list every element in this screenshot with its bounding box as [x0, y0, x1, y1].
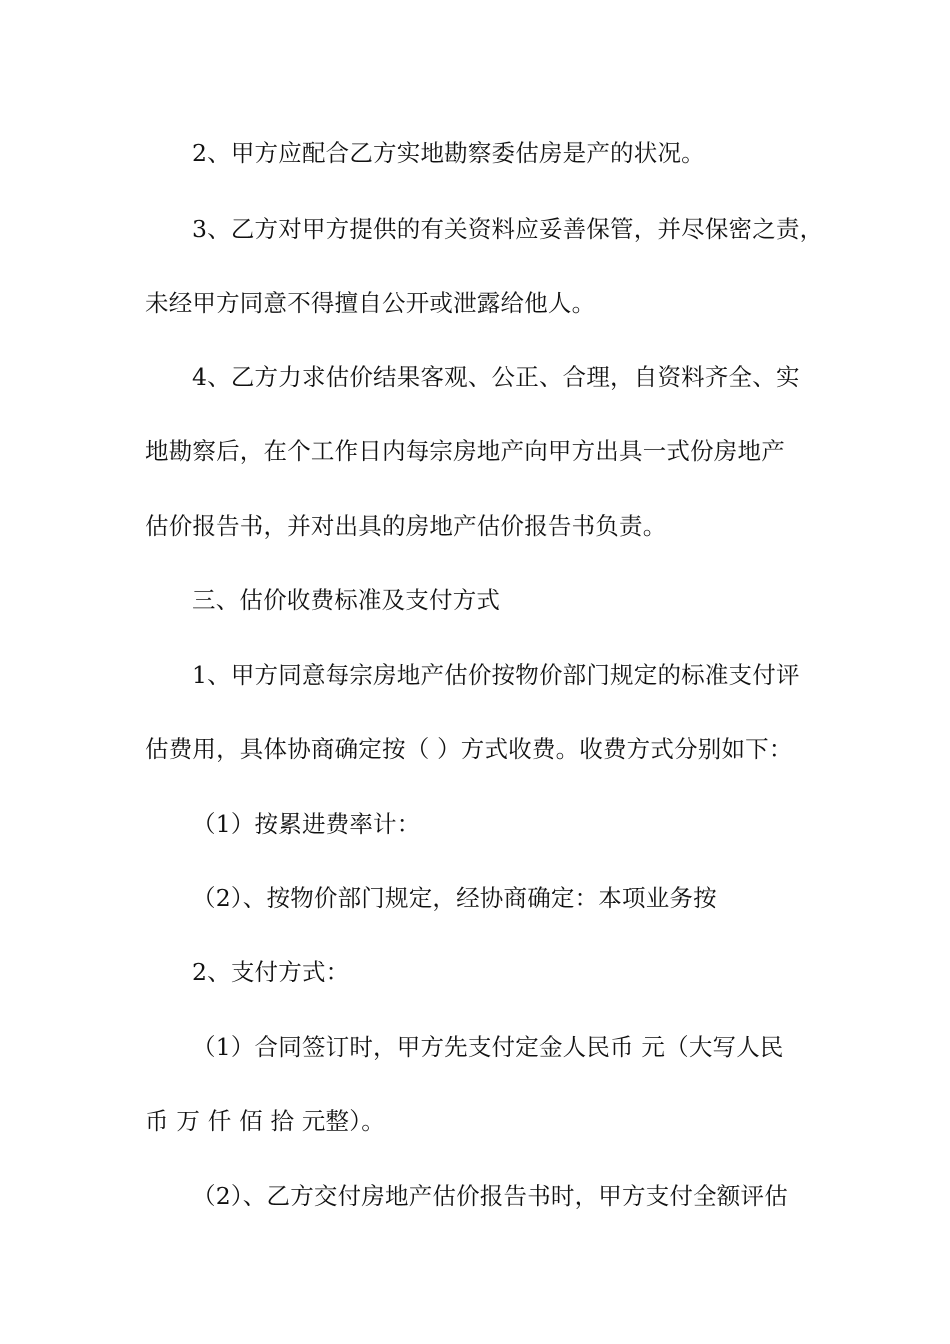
- paragraph-line: （1）合同签订时，甲方先支付定金人民币 元（大写人民: [192, 1033, 784, 1061]
- paragraph-line: 估价报告书，并对出具的房地产估价报告书负责。: [145, 512, 667, 540]
- paragraph-line: 4、乙方力求估价结果客观、公正、合理，自资料齐全、实: [192, 363, 800, 391]
- section-heading: 三、估价收费标准及支付方式: [192, 586, 501, 614]
- paragraph-line: （2）、按物价部门规定，经协商确定：本项业务按: [192, 884, 717, 912]
- paragraph-line: （2）、乙方交付房地产估价报告书时，甲方支付全额评估: [192, 1182, 788, 1210]
- paragraph-line: 未经甲方同意不得擅自公开或泄露给他人。: [145, 289, 596, 317]
- paragraph-line: 地勘察后，在个工作日内每宗房地产向甲方出具一式份房地产: [145, 437, 785, 465]
- paragraph-line: 1、甲方同意每宗房地产估价按物价部门规定的标准支付评: [192, 661, 800, 689]
- paragraph-line: 估费用，具体协商确定按（ ）方式收费。收费方式分别如下：: [145, 735, 793, 763]
- paragraph-line: 币 万 仟 佰 拾 元整）。: [145, 1107, 385, 1135]
- paragraph-line: 2、支付方式：: [192, 958, 350, 986]
- paragraph-line: 2、甲方应配合乙方实地勘察委估房是产的状况。: [192, 139, 705, 167]
- paragraph-line: （1）按累进费率计：: [192, 810, 421, 838]
- paragraph-line: 3、乙方对甲方提供的有关资料应妥善保管，并尽保密之责，: [192, 215, 824, 243]
